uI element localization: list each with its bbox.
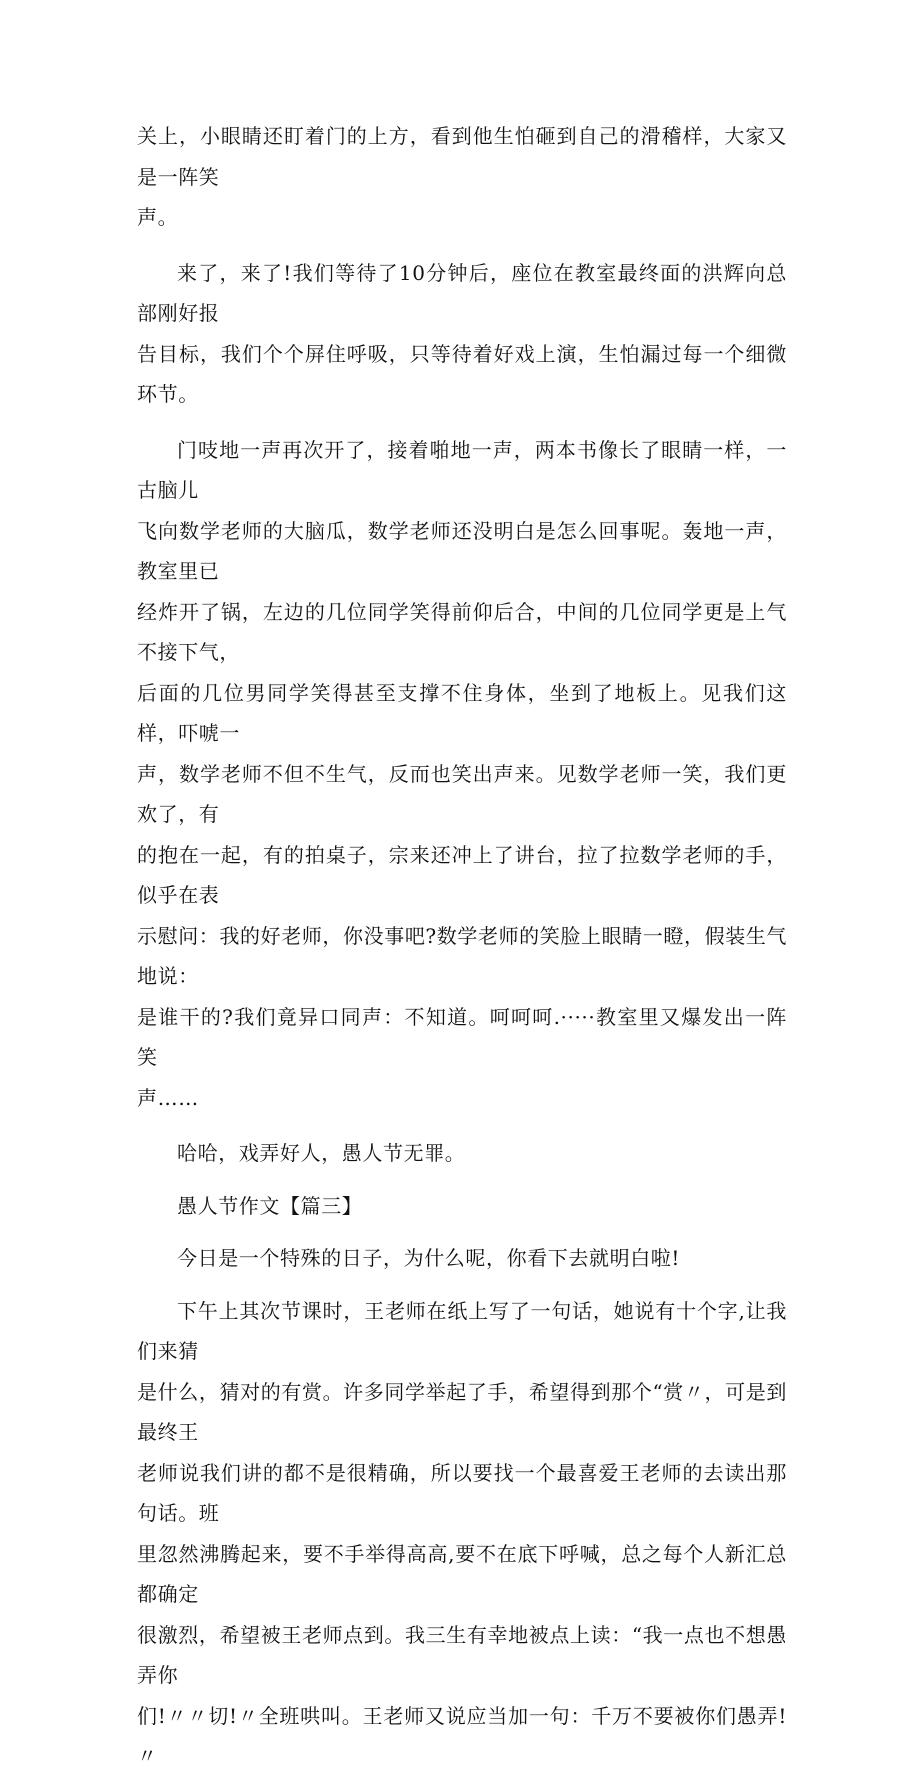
paragraph-second-class: 下午上其次节课时，王老师在纸上写了一句话，她说有十个字,让我们来猜 是什么，猜对的有赏。许多同学举起了手，希望得到那个“赏〃，可是到最终王 老师说我们讲的都不是很精确，所以要找一个最喜爱王老师的去读出那句话。班 里忽然沸腾起来，要不手举得高高,要不在底下呼喊，总之每个人新汇总都确定 很激烈，希望被王老师点到。我三生有幸地被点上读：“我一点也不想愚弄你 们!〃〃切!〃全班哄叫。王老师又说应当加一句：千万不要被你们愚弄!〃 <box>137 1298 787 1768</box>
paragraph-continuation: 关上，小眼睛还盯着门的上方，看到他生怕砸到自己的滑稽样，大家又是一阵笑 声。 <box>137 124 787 229</box>
paragraph-special-day: 今日是一个特殊的日子，为什么呢，你看下去就明白啦! <box>177 1246 681 1270</box>
section-heading: 愚人节作文【篇三】 <box>177 1193 363 1218</box>
document-body <box>137 116 787 1777</box>
paragraph-books-fall: 门吱地一声再次开了，接着啪地一声，两本书像长了眼睛一样，一古脑儿 飞向数学老师的大脑瓜，数学老师还没明白是怎么回事呢。轰地一声，教室里已 经炸开了锅，左边的几位同学笑得前仰后合，中间的几位同学更是上气不接下气， 后面的几位男同学笑得甚至支撑不住身体，坐到了地板上。见我们这样，吓唬一 声，数学老师不但不生气，反而也笑出声来。见数学老师一笑，我们更欢了，有 的抱在一起，有的拍桌子，宗来还冲上了讲台，拉了拉数学老师的手，似乎在表 示慰问：我的好老师，你没事吧?数学老师的笑脸上眼睛一瞪，假装生气地说： 是谁干的?我们竟异口同声：不知道。呵呵呵.·····教室里又爆发出一阵笑 声…… <box>137 437 787 1110</box>
paragraph-haha: 哈哈，戏弄好人，愚人节无罪。 <box>177 1141 466 1165</box>
paragraph-teacher-arrives: 来了，来了!我们等待了10分钟后，座位在教室最终面的洪辉向总部刚好报 告目标，我们个个屏住呼吸，只等待着好戏上演，生怕漏过每一个细微环节。 <box>137 260 787 406</box>
